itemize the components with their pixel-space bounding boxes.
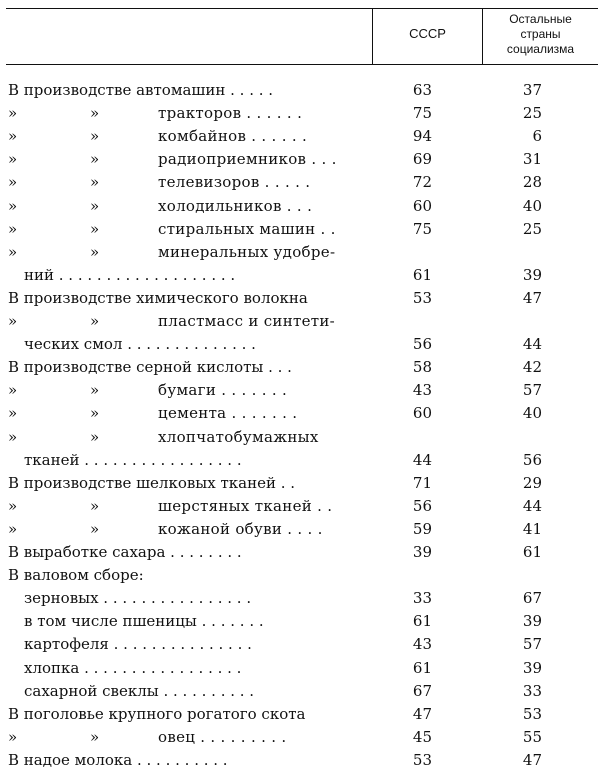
value-others: 44	[522, 335, 542, 354]
table-row	[0, 124, 600, 148]
value-others: 67	[522, 589, 542, 608]
value-ussr: 67	[412, 681, 432, 700]
row-label: тканей . . . . . . . . . . . . . . . . .	[24, 450, 242, 469]
table-row	[0, 194, 600, 218]
value-ussr: 75	[412, 219, 432, 238]
value-others: 47	[522, 288, 542, 307]
row-label-text: радиоприемников . . .	[158, 150, 337, 169]
value-others: 42	[522, 358, 542, 377]
value-ussr: 53	[412, 288, 432, 307]
table-row	[0, 147, 600, 171]
ditto-mark: »	[8, 104, 18, 123]
row-label-text: стиральных машин . .	[158, 219, 336, 238]
value-ussr: 39	[412, 543, 432, 561]
row-label-ditto	[8, 240, 388, 264]
table-row	[0, 286, 600, 310]
value-ussr	[392, 425, 432, 449]
column-header-others	[483, 12, 598, 57]
column-header-others-line-2: страны	[520, 27, 561, 41]
table-row	[0, 263, 600, 287]
ditto-mark: »	[8, 312, 18, 330]
row-label-text: телевизоров . . . . .	[158, 173, 311, 192]
ditto-mark: »	[90, 150, 100, 169]
ditto-mark: »	[90, 104, 100, 123]
value-ussr	[392, 309, 432, 333]
table-row	[0, 563, 600, 587]
ditto-mark: »	[90, 127, 100, 146]
value-ussr: 45	[412, 727, 432, 746]
row-label: в том числе пшеницы . . . . . . .	[24, 612, 264, 631]
value-ussr: 61	[412, 265, 432, 284]
row-label-text: пластмасс и синтети-	[158, 312, 336, 330]
column-header-ussr: СССР	[409, 26, 446, 41]
ditto-mark: »	[8, 196, 18, 215]
ditto-mark: »	[90, 173, 100, 192]
value-others: 57	[522, 381, 542, 400]
value-others: 28	[522, 173, 542, 192]
value-others	[502, 563, 542, 587]
value-ussr: 72	[412, 173, 432, 192]
row-label-ditto	[8, 309, 388, 333]
value-others: 47	[522, 750, 542, 769]
value-others: 41	[522, 519, 542, 538]
value-ussr: 58	[412, 358, 432, 377]
value-others: 39	[522, 265, 542, 284]
row-label: сахарной свеклы . . . . . . . . . .	[24, 681, 255, 700]
row-label-text: тракторов . . . . . .	[158, 104, 303, 123]
table-row	[0, 401, 600, 425]
ditto-mark: »	[8, 242, 18, 261]
ditto-mark: »	[8, 381, 18, 400]
row-label-ditto	[8, 124, 388, 148]
value-others: 56	[522, 450, 542, 469]
ditto-mark: »	[90, 381, 100, 400]
row-label-ditto	[8, 725, 388, 749]
value-ussr: 61	[412, 658, 432, 677]
row-label: В производстве серной кислоты . . .	[8, 358, 292, 377]
table-row	[0, 101, 600, 125]
value-ussr: 33	[412, 589, 432, 608]
table-row	[0, 240, 600, 264]
value-ussr: 47	[412, 704, 432, 723]
row-label-text: хлопчатобумажных	[158, 427, 319, 446]
value-ussr: 94	[412, 127, 432, 146]
row-label-text: холодильников . . .	[158, 196, 313, 215]
table-row	[0, 702, 600, 726]
table-row	[0, 425, 600, 449]
ditto-mark: »	[90, 496, 100, 515]
ditto-mark: »	[8, 150, 18, 169]
ditto-mark: »	[8, 127, 18, 146]
value-others: 39	[522, 612, 542, 631]
table-row	[0, 217, 600, 241]
table-row	[0, 632, 600, 656]
top-rule	[6, 8, 598, 9]
ditto-mark: »	[8, 496, 18, 515]
value-others: 40	[522, 196, 542, 215]
value-others: 33	[522, 681, 542, 700]
table-row	[0, 609, 600, 633]
value-ussr: 59	[412, 519, 432, 538]
row-label-ditto	[8, 517, 388, 541]
ditto-mark: »	[90, 427, 100, 446]
value-ussr: 43	[412, 635, 432, 654]
ditto-mark: »	[90, 519, 100, 538]
row-label-ditto	[8, 170, 388, 194]
row-label-ditto	[8, 494, 388, 518]
table-row	[0, 355, 600, 379]
row-label-ditto	[8, 401, 388, 425]
row-label-ditto	[8, 194, 388, 218]
table-row	[0, 78, 600, 102]
value-ussr: 63	[412, 81, 432, 99]
value-ussr: 60	[412, 404, 432, 423]
value-ussr: 75	[412, 104, 432, 123]
row-label-ditto	[8, 425, 388, 449]
row-label-ditto	[8, 217, 388, 241]
ditto-mark: »	[8, 173, 18, 192]
row-label: хлопка . . . . . . . . . . . . . . . . .	[24, 658, 242, 677]
table-row	[0, 309, 600, 333]
table-row	[0, 517, 600, 541]
value-others: 53	[522, 704, 542, 723]
ditto-mark: »	[90, 242, 100, 261]
row-label: зерновых . . . . . . . . . . . . . . . .	[24, 589, 252, 608]
row-label-ditto	[8, 101, 388, 125]
row-label: ческих смол . . . . . . . . . . . . . .	[24, 335, 256, 354]
row-label: картофеля . . . . . . . . . . . . . . .	[24, 635, 252, 654]
value-ussr: 56	[412, 335, 432, 354]
ditto-mark: »	[8, 727, 18, 746]
ditto-mark: »	[90, 312, 100, 330]
table-row	[0, 170, 600, 194]
value-others	[502, 425, 542, 449]
ditto-mark: »	[8, 219, 18, 238]
value-others: 39	[522, 658, 542, 677]
table-row	[0, 332, 600, 356]
value-ussr: 61	[412, 612, 432, 631]
value-ussr: 69	[412, 150, 432, 169]
row-label: В производстве автомашин . . . . .	[8, 81, 274, 99]
column-header-others-line-3: социализма	[506, 42, 575, 56]
table-row	[0, 725, 600, 749]
row-label-text: шерстяных тканей . .	[158, 496, 333, 515]
value-others: 55	[522, 727, 542, 746]
ditto-mark: »	[90, 727, 100, 746]
row-label-ditto	[8, 378, 388, 402]
value-others	[502, 309, 542, 333]
value-others: 25	[522, 219, 542, 238]
table-row	[0, 586, 600, 610]
value-others: 37	[522, 81, 542, 99]
ditto-mark: »	[8, 519, 18, 538]
table-row	[0, 748, 600, 772]
table-row	[0, 494, 600, 518]
row-label: В надое молока . . . . . . . . . .	[8, 750, 228, 769]
row-label-text: овец . . . . . . . . .	[158, 727, 287, 746]
value-others: 44	[522, 496, 542, 515]
column-header-others-line-1: Остальные	[509, 12, 572, 26]
row-label: В выработке сахара . . . . . . . .	[8, 543, 242, 561]
value-ussr: 43	[412, 381, 432, 400]
row-label-ditto	[8, 147, 388, 171]
ditto-mark: »	[8, 404, 18, 423]
row-label-text: цемента . . . . . . .	[158, 404, 298, 423]
row-label-text: минеральных удобре-	[158, 242, 336, 261]
ditto-mark: »	[90, 219, 100, 238]
row-label-text: бумаги . . . . . . .	[158, 381, 288, 400]
value-ussr: 60	[412, 196, 432, 215]
value-others: 6	[532, 127, 542, 146]
row-label: В производстве шелковых тканей . .	[8, 473, 296, 492]
table-row	[0, 540, 600, 564]
table-row	[0, 471, 600, 495]
table-row	[0, 448, 600, 472]
row-label: В валовом сборе:	[8, 566, 144, 585]
row-label: В производстве химического волокна	[8, 288, 308, 307]
row-label: ний . . . . . . . . . . . . . . . . . . .	[24, 265, 236, 284]
value-ussr: 53	[412, 750, 432, 769]
table-row	[0, 656, 600, 680]
table-row	[0, 378, 600, 402]
value-ussr	[392, 563, 432, 587]
value-others: 31	[522, 150, 542, 169]
ditto-mark: »	[90, 404, 100, 423]
table-row	[0, 679, 600, 703]
value-ussr: 44	[412, 450, 432, 469]
value-ussr	[392, 240, 432, 264]
value-others: 61	[522, 543, 542, 561]
value-others: 40	[522, 404, 542, 423]
ditto-mark: »	[90, 196, 100, 215]
ditto-mark: »	[8, 427, 18, 446]
value-ussr: 71	[412, 473, 432, 492]
row-label: В поголовье крупного рогатого скота	[8, 704, 306, 723]
value-others: 25	[522, 104, 542, 123]
row-label-text: кожаной обуви . . . .	[158, 519, 323, 538]
row-label-text: комбайнов . . . . . .	[158, 127, 308, 146]
value-ussr: 56	[412, 496, 432, 515]
value-others: 57	[522, 635, 542, 654]
value-others	[502, 240, 542, 264]
header-bottom-rule	[6, 64, 598, 65]
value-others: 29	[522, 473, 542, 492]
